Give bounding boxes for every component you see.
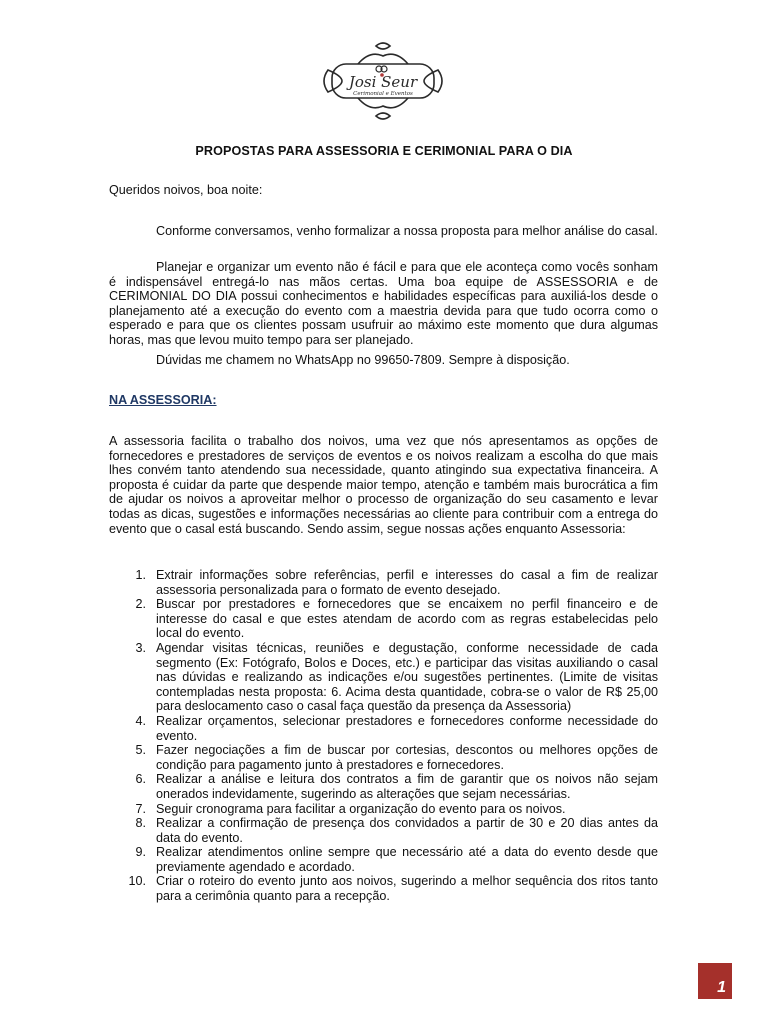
list-item — [109, 816, 658, 845]
list-item — [109, 714, 658, 743]
actions-list — [109, 568, 658, 904]
list-number: 4. — [135, 713, 146, 728]
list-text: Realizar a análise e leitura dos contratos a fim de garantir que os noivos não sejam onerados indevidamente, sugerindo as alterações que sejam necessárias. — [156, 772, 658, 801]
company-logo — [318, 42, 448, 120]
section-heading-assessoria: NA ASSESSORIA: — [109, 393, 217, 407]
list-text: Extrair informações sobre referências, perfil e interesses do casal a fim de realizar assessoria personalizada para o formato de evento desejado. — [156, 568, 658, 597]
list-number: 10. — [128, 874, 146, 889]
paragraph-contact: Dúvidas me chamem no WhatsApp no 99650-7809. Sempre à disposição. — [156, 353, 570, 367]
list-item — [109, 641, 658, 714]
list-number: 8. — [135, 816, 146, 831]
logo-tagline: Cerimonial e Eventos — [353, 91, 413, 97]
paragraph-intro: Conforme conversamos, venho formalizar a nossa proposta para melhor análise do casal. — [156, 224, 658, 238]
list-text: Seguir cronograma para facilitar a organização do evento para os noivos. — [156, 801, 566, 816]
list-item — [109, 874, 658, 903]
list-item — [109, 568, 658, 597]
list-item — [109, 597, 658, 641]
list-number: 5. — [135, 743, 146, 758]
list-number: 7. — [135, 801, 146, 816]
greeting: Queridos noivos, boa noite: — [109, 183, 263, 197]
list-text: Agendar visitas técnicas, reuniões e degustação, conforme necessidade de cada segmento (Ex: Fotógrafo, Bolos e Doces, etc.) e participar das visitas auxiliando o casal nas dúvidas e realizando as indicações e/ou sugestões pertinentes. (Limite de visitas contempladas nesta proposta: 6. Acima desta quantidade, cobra-se o valor de R$ 25,00 para deslocamento caso o casal faça questão da presença da Assessoria) — [156, 640, 658, 714]
section-intro: A assessoria facilita o trabalho dos noivos, uma vez que nós apresentamos as opções de fornecedores e prestadores de serviços de eventos e os noivos realizam a escolha do que mais lhes convém tanto atendendo sua necessidade, quanto atingindo sua expectativa financeira. A proposta é cuidar da parte que despende maior tempo, atenção e também mais burocrática a fim de ajudar os noivos a aproveitar melhor o processo de organização do seu casamento e levar todas as dicas, sugestões e informações necessárias ao cliente para contribuir com a entrega do evento que o casal está buscando. Sendo assim, segue nossas ações enquanto Assessoria: — [109, 434, 658, 536]
list-text: Realizar a confirmação de presença dos convidados a partir de 30 e 20 dias antes da data do evento. — [156, 816, 658, 845]
list-item — [109, 743, 658, 772]
list-text: Buscar por prestadores e fornecedores que se encaixem no perfil financeiro e de interesse do casal e que estes atendam de acordo com as regras estabelecidas pelo local do evento. — [156, 597, 658, 641]
list-item — [109, 845, 658, 874]
list-number: 3. — [135, 640, 146, 655]
logo-name: Josi Seur — [348, 73, 418, 91]
list-number: 9. — [135, 845, 146, 860]
list-item — [109, 772, 658, 801]
list-text: Realizar atendimentos online sempre que necessário até a data do evento desde que previamente agendado e acordado. — [156, 845, 658, 874]
page-number-badge: 1 — [698, 963, 732, 999]
list-text: Realizar orçamentos, selecionar prestadores e fornecedores conforme necessidade do evento. — [156, 713, 658, 743]
paragraph-planning: Planejar e organizar um evento não é fácil e para que ele aconteça como vocês sonham é indispensável entregá-lo nas mãos certas. Uma boa equipe de ASSESSORIA e de CERIMONIAL DO DIA possui conhecimentos e habilidades específicas para auxiliá-los desde o planejamento até a execução do evento com a maestria devida para que tudo ocorra como o esperado e para que os clientes possam usufruir ao máximo este momento que dura algumas horas, mas que levou muito tempo para ser planejado. — [109, 260, 658, 347]
list-item — [109, 802, 658, 817]
document-title: PROPOSTAS PARA ASSESSORIA E CERIMONIAL PARA O DIA — [195, 144, 573, 158]
list-number: 6. — [135, 772, 146, 787]
rings-icon — [376, 66, 387, 72]
list-number: 2. — [135, 597, 146, 612]
list-text: Criar o roteiro do evento junto aos noivos, sugerindo a melhor sequência dos ritos tanto para a cerimônia quanto para a recepção. — [156, 874, 658, 904]
list-text: Fazer negociações a fim de buscar por cortesias, descontos ou melhores opções de condição para pagamento junto à prestadores e fornecedores. — [156, 743, 658, 772]
list-number: 1. — [135, 568, 146, 582]
